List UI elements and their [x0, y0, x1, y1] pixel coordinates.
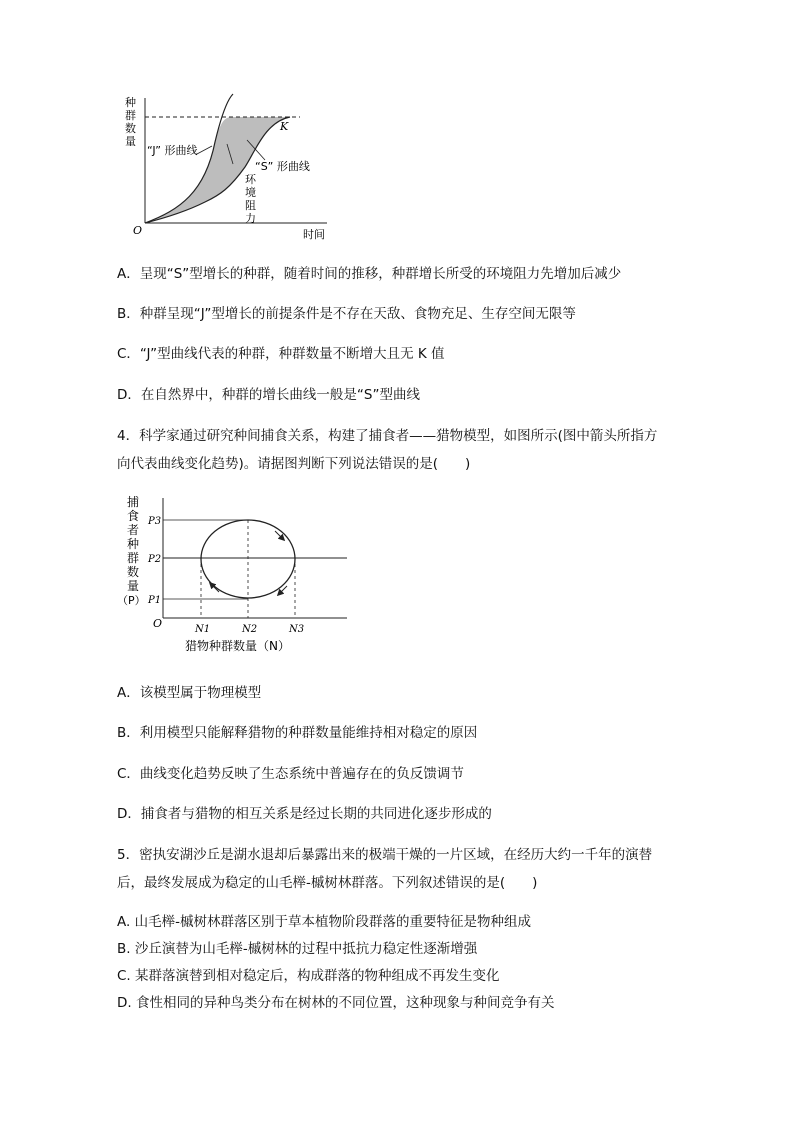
fig2-y-label-3: 种 [127, 537, 140, 551]
q4-option-d: D．捕食者与猎物的相互关系是经过长期的共同进化逐步形成的 [117, 806, 492, 822]
growth-curve-figure [115, 92, 345, 242]
fig2-y-label-1: 食 [127, 509, 140, 523]
q5-option-a: A. 山毛榉-槭树林群落区别于草本植物阶段群落的重要特征是物种组成 [117, 914, 531, 930]
fig2-y-label-6: 量 [127, 579, 140, 593]
p3-label: P3 [148, 516, 162, 527]
q3-option-c: C．“J”型曲线代表的种群，种群数量不断增大且无 K 值 [117, 346, 445, 362]
q3-option-a: A．呈现“S”型增长的种群，随着时间的推移，种群增长所受的环境阻力先增加后减少 [117, 266, 622, 282]
n3-label: N3 [289, 624, 305, 635]
resistance-label-2: 阻 [245, 199, 256, 212]
predator-prey-figure [115, 490, 355, 660]
q4-stem-line2: 向代表曲线变化趋势)。请据图判断下列说法错误的是( ) [117, 456, 471, 472]
q4-stem-line1: 4．科学家通过研究种间捕食关系，构建了捕食者——猎物模型，如图所示(图中箭头所指方 [117, 428, 658, 444]
fig1-origin: O [133, 224, 143, 237]
q5-option-c: C. 某群落演替到相对稳定后，构成群落的物种组成不再发生变化 [117, 968, 500, 984]
fig1-y-label-1: 群 [125, 109, 136, 122]
n1-label: N1 [195, 624, 211, 635]
fig2-y-label-0: 捕 [127, 495, 140, 509]
p1-label: P1 [148, 595, 162, 606]
p2-label: P2 [148, 554, 162, 565]
j-leader [197, 146, 212, 154]
resistance-label-1: 境 [245, 186, 256, 199]
fig2-y-label-5: 数 [127, 565, 140, 579]
fig2-origin: O [153, 617, 163, 630]
resistance-label-0: 环 [245, 173, 256, 186]
q5-stem-line1: 5．密执安湖沙丘是湖水退却后暴露出来的极端干燥的一片区域，在经历大约一千年的演替 [117, 847, 653, 863]
q3-option-d: D．在自然界中，种群的增长曲线一般是“S”型曲线 [117, 387, 420, 403]
fig1-x-label: 时间 [303, 228, 325, 241]
j-curve-label: “J” 形曲线 [147, 144, 198, 157]
arrow-bottom-left [211, 584, 219, 592]
fig2-y-var: （P） [117, 594, 146, 607]
q4-option-a: A．该模型属于物理模型 [117, 685, 262, 701]
fig2-y-label-2: 者 [127, 523, 140, 537]
fig1-y-label-0: 种 [125, 96, 136, 109]
fig2-x-label: 猎物种群数量（N） [185, 639, 290, 653]
resistance-label-3: 力 [245, 212, 256, 225]
fig2-y-label-4: 群 [127, 551, 140, 565]
k-label: K [280, 120, 289, 133]
fig1-y-label-3: 量 [125, 135, 136, 148]
q4-option-c: C．曲线变化趋势反映了生态系统中普遍存在的负反馈调节 [117, 766, 464, 782]
q4-option-b: B．利用模型只能解释猎物的种群数量能维持相对稳定的原因 [117, 725, 478, 741]
q3-option-b: B．种群呈现“J”型增长的前提条件是不存在天敌、食物充足、生存空间无限等 [117, 306, 576, 322]
n2-label: N2 [242, 624, 258, 635]
s-curve-label: “S” 形曲线 [255, 160, 310, 173]
q5-stem-line2: 后，最终发展成为稳定的山毛榉-槭树林群落。下列叙述错误的是( ) [117, 875, 538, 891]
fig1-y-label-2: 数 [125, 122, 136, 135]
q5-option-b: B. 沙丘演替为山毛榉-槭树林的过程中抵抗力稳定性逐渐增强 [117, 941, 478, 957]
q5-option-d: D. 食性相同的异种鸟类分布在树林的不同位置，这种现象与种间竞争有关 [117, 995, 555, 1011]
